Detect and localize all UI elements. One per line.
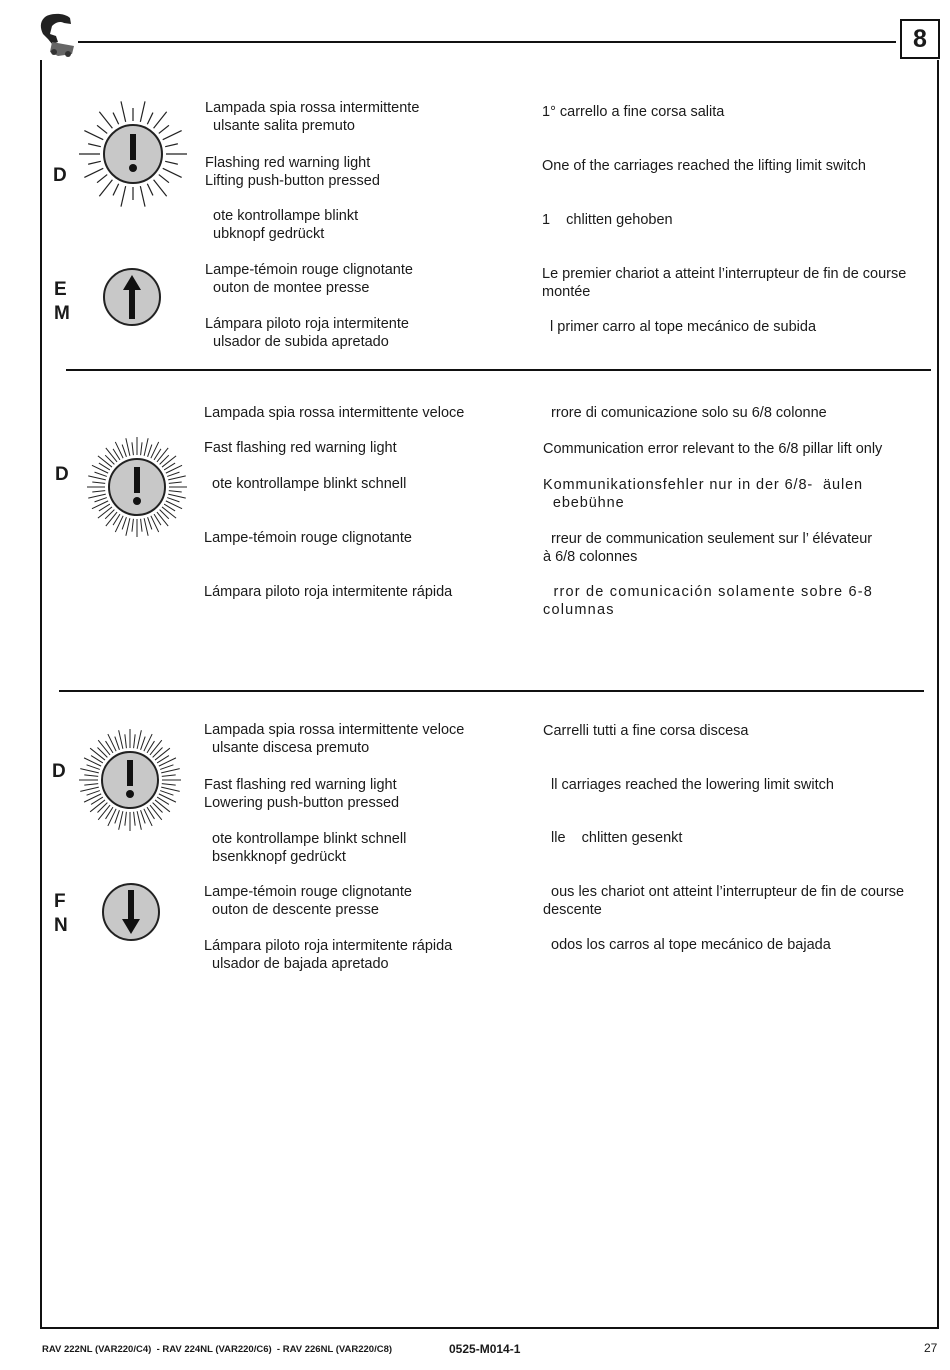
lamp-ray: [98, 456, 112, 467]
lamp-ray: [88, 476, 106, 480]
lamp-ray: [150, 805, 162, 820]
right-text-en: One of the carriages reached the lifting limit switch: [542, 158, 866, 174]
right-text-es: odos los carros al tope mecánico de bajada: [543, 937, 831, 953]
lamp-ray: [97, 747, 107, 757]
right-text-es: rror de comunicación solamente sobre 6-8 columnas: [543, 584, 874, 618]
left-text-de: ote kontrollampe blinkt schnell bsenkknopf gedrückt: [204, 831, 407, 865]
left-text-fr: Lampe-témoin rouge clignotante outon de montee presse: [205, 262, 413, 296]
frame-left: [40, 60, 42, 1328]
left-text-it: Lampada spia rossa intermittente veloce ulsante discesa premuto: [204, 722, 465, 756]
lamp-ray: [148, 517, 152, 529]
lamp-ray: [125, 734, 127, 748]
lamp-ray: [159, 175, 169, 183]
lamp-ray: [162, 456, 176, 467]
left-text-en: Fast flashing red warning light Lowering push-button pressed: [204, 777, 400, 811]
lamp-ray: [125, 812, 127, 826]
lamp-ray: [88, 161, 101, 164]
footer-models: RAV 222NL (VAR220/C4) - RAV 224NL (VAR220/C6) - RAV 226NL (VAR220/C8): [42, 1344, 393, 1355]
lamp-ray: [90, 800, 105, 812]
right-text-es: l primer carro al tope mecánico de subida: [542, 319, 817, 335]
lamp-ray: [154, 180, 167, 196]
right-text-de: 1 chlitten gehoben: [542, 212, 673, 228]
right-text-fr: ous les chariot ont atteint l’interrupteur de fin de course descente: [543, 884, 905, 918]
lamp-ray: [90, 748, 105, 760]
lamp-ray: [115, 737, 120, 750]
lamp-ray: [140, 186, 145, 206]
lamp-ray: [150, 740, 162, 755]
lamp-ray: [137, 811, 141, 830]
lamp-ray: [92, 491, 105, 492]
right-text-de: lle chlitten gesenkt: [543, 830, 683, 846]
chapter-number: 8: [900, 19, 940, 59]
lamp-ray: [84, 131, 103, 140]
language-letter: F: [54, 891, 66, 912]
right-text-it: rrore di comunicazione solo su 6/8 colonne: [543, 405, 827, 421]
frame-bottom: [40, 1327, 939, 1329]
lamp-ray: [98, 507, 112, 518]
lamp-ray: [87, 791, 100, 796]
header-rule: [78, 41, 896, 43]
lamp-ray: [162, 784, 176, 786]
lamp-ray: [132, 442, 133, 455]
lamp-ray: [126, 518, 130, 536]
lamp-ray: [92, 465, 108, 473]
lamp-ray: [167, 472, 179, 476]
lamp-ray: [155, 800, 170, 812]
lamp-ray: [119, 811, 123, 830]
lamp-ray: [160, 765, 173, 770]
right-text-fr: rreur de communication seulement sur l’ élévateur à 6/8 colonnes: [543, 531, 873, 565]
lamp-ray: [99, 180, 112, 196]
lamp-ray: [160, 791, 173, 796]
section-divider: [59, 690, 924, 692]
lamp-ray: [92, 501, 108, 509]
lamp-ray: [95, 498, 107, 502]
right-text-de: Kommunikationsfehler nur in der 6/8- äulen ebebühne: [543, 477, 863, 511]
lamp-ray: [132, 519, 133, 532]
left-text-en: Flashing red warning light Lifting push-button pressed: [205, 155, 380, 189]
fast-flashing-warning-lamp-icon: [77, 427, 197, 547]
lamp-ray: [151, 442, 159, 458]
lamp-ray: [99, 112, 112, 128]
lamp-ray: [159, 125, 169, 133]
lamp-ray: [141, 442, 142, 455]
lamp-ray: [163, 168, 182, 177]
lamp-ray: [97, 803, 107, 813]
lamp-ray: [97, 125, 107, 133]
language-letter: N: [54, 915, 68, 936]
lamp-ray: [106, 512, 117, 526]
lamp-ray: [165, 144, 178, 147]
language-letter: D: [52, 761, 66, 782]
lamp-ray: [98, 740, 110, 755]
lamp-ray: [144, 438, 148, 456]
lamp-ray: [113, 184, 119, 196]
right-text-en: ll carriages reached the lowering limit switch: [543, 777, 834, 793]
lamp-ray: [162, 775, 176, 777]
lamp-ray: [147, 184, 153, 196]
language-letter: D: [53, 165, 67, 186]
lamp-ray: [148, 445, 152, 457]
right-text-en: Communication error relevant to the 6/8 pillar lift only: [543, 441, 883, 457]
lamp-ray: [80, 787, 99, 791]
lamp-ray: [157, 448, 168, 462]
footer-doc-code: 0525-M014-1: [449, 1342, 521, 1356]
right-text-it: 1° carrello a fine corsa salita: [542, 104, 725, 120]
left-text-fr: Lampe-témoin rouge clignotante: [204, 530, 412, 546]
lamp-ray: [141, 810, 146, 823]
left-text-es: Lámpara piloto roja intermitente rápida: [204, 584, 453, 600]
lamp-ray: [119, 730, 123, 749]
manufacturer-logo-icon: [38, 12, 78, 58]
right-text-it: Carrelli tutti a fine corsa discesa: [543, 723, 749, 739]
lifting-arrow-up-button-icon: [102, 267, 162, 327]
lamp-ray: [88, 494, 106, 498]
lamp-ray: [147, 113, 153, 125]
lamp-ray: [121, 101, 126, 121]
right-text-fr: Le premier chariot a atteint l’interrupteur de fin de course montée: [542, 266, 907, 300]
lamp-ray: [169, 491, 182, 492]
lamp-ray: [153, 803, 163, 813]
left-text-es: Lámpara piloto roja intermitente rápida ulsador de bajada apretado: [204, 938, 453, 972]
lamp-ray: [121, 186, 126, 206]
left-text-fr: Lampe-témoin rouge clignotante outon de descente presse: [204, 884, 412, 918]
lamp-ray: [166, 501, 182, 509]
lamp-ray: [113, 113, 119, 125]
lamp-ray: [161, 769, 180, 773]
left-text-it: Lampada spia rossa intermittente ulsante salita premuto: [205, 100, 420, 134]
lamp-ray: [141, 737, 146, 750]
footer-page-number: 27: [924, 1341, 938, 1355]
lamp-ray: [126, 438, 130, 456]
lamp-ray: [168, 494, 186, 498]
lamp-ray: [84, 168, 103, 177]
language-letter: M: [54, 303, 70, 324]
lamp-ray: [106, 448, 117, 462]
lamp-ray: [92, 482, 105, 483]
left-text-de: ote kontrollampe blinkt ubknopf gedrückt: [205, 208, 359, 242]
lamp-ray: [115, 810, 120, 823]
lamp-ray: [153, 747, 163, 757]
lamp-ray: [155, 748, 170, 760]
lamp-ray: [84, 775, 98, 777]
language-letter: D: [55, 464, 69, 485]
lamp-ray: [122, 517, 126, 529]
left-text-en: Fast flashing red warning light: [204, 440, 397, 456]
left-text-it: Lampada spia rossa intermittente veloce: [204, 405, 465, 421]
lamp-ray: [134, 734, 136, 748]
lamp-ray: [134, 812, 136, 826]
left-text-es: Lámpara piloto roja intermitente ulsador de subida apretado: [205, 316, 409, 350]
lamp-ray: [141, 519, 142, 532]
lamp-ray: [144, 518, 148, 536]
lamp-ray: [169, 482, 182, 483]
lamp-ray: [151, 516, 159, 532]
lamp-ray: [137, 730, 141, 749]
lamp-ray: [97, 175, 107, 183]
lamp-ray: [167, 498, 179, 502]
lowering-arrow-down-button-icon: [101, 882, 161, 942]
lamp-ray: [157, 512, 168, 526]
lamp-ray: [115, 442, 123, 458]
slow-flashing-warning-lamp-icon: [73, 94, 193, 214]
lamp-ray: [84, 784, 98, 786]
lamp-ray: [163, 131, 182, 140]
lamp-ray: [95, 472, 107, 476]
lamp-ray: [80, 769, 99, 773]
lamp-ray: [162, 507, 176, 518]
fast-flashing-warning-lamp-icon: [70, 720, 190, 840]
lamp-ray: [161, 787, 180, 791]
left-text-de: ote kontrollampe blinkt schnell: [204, 476, 407, 492]
section-divider: [66, 369, 931, 371]
lamp-ray: [88, 144, 101, 147]
lamp-ray: [154, 112, 167, 128]
lamp-ray: [140, 101, 145, 121]
lamp-ray: [166, 465, 182, 473]
lamp-ray: [98, 805, 110, 820]
language-letter: E: [54, 279, 67, 300]
lamp-ray: [122, 445, 126, 457]
lamp-ray: [165, 161, 178, 164]
lamp-ray: [87, 765, 100, 770]
frame-right: [937, 60, 939, 1328]
lamp-ray: [168, 476, 186, 480]
lamp-ray: [115, 516, 123, 532]
